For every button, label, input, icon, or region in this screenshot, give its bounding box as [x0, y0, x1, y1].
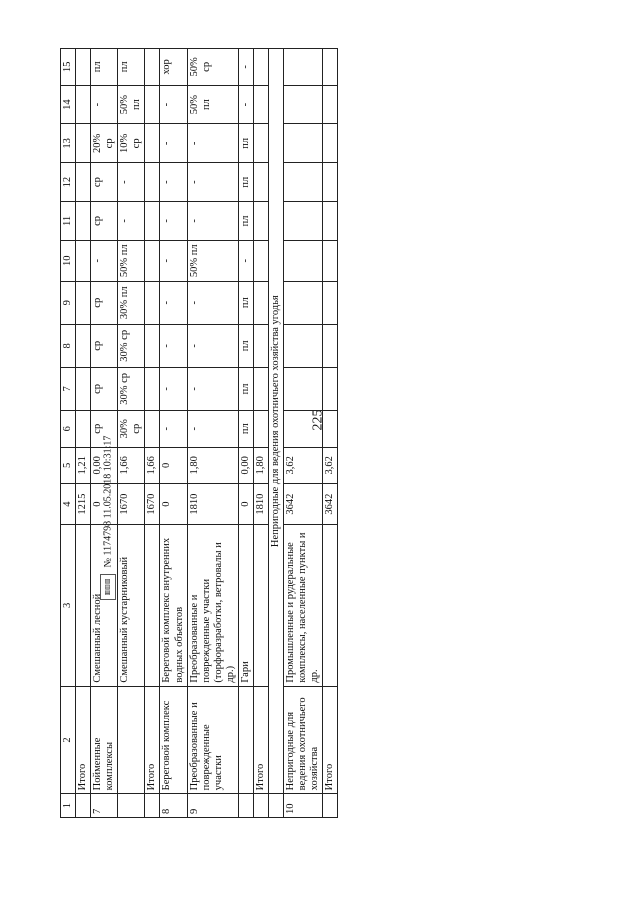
table-cell-c4: 3642 — [323, 484, 338, 525]
table-cell-c4: 1810 — [253, 484, 268, 525]
table-cell-c6 — [323, 410, 338, 447]
table-cell-c11: - — [187, 202, 238, 241]
header-cell-12: 12 — [61, 163, 76, 202]
table-cell-c12: - — [187, 163, 238, 202]
table-cell-c2 — [118, 686, 145, 794]
table-cell-c1: 8 — [160, 794, 187, 818]
table-cell-c2: Непригодные для ведения охотничьего хозяйства — [284, 686, 323, 794]
table-cell-c2: Итого — [323, 686, 338, 794]
table-cell-c1 — [145, 794, 160, 818]
table-cell-c14 — [145, 85, 160, 124]
table-cell-c3 — [76, 525, 91, 687]
rotated-table-container — [60, 48, 530, 818]
table-cell-c1 — [118, 794, 145, 818]
table-cell-c6: - — [187, 410, 238, 447]
table-cell-c12: - — [160, 163, 187, 202]
table-row — [145, 49, 160, 818]
table-cell-c6 — [145, 410, 160, 447]
table-cell-c8: ср — [91, 324, 118, 367]
table-cell-c9 — [76, 281, 91, 324]
header-cell-10: 10 — [61, 240, 76, 281]
table-cell-c9 — [253, 281, 268, 324]
table-cell-c2 — [238, 686, 253, 794]
table-cell-c2: Итого — [253, 686, 268, 794]
table-cell-c5: 1,80 — [187, 447, 238, 484]
table-cell-c8: - — [160, 324, 187, 367]
table-cell-c11: - — [118, 202, 145, 241]
table-cell-c14 — [284, 85, 323, 124]
table-cell-c13 — [284, 124, 323, 163]
table-row — [76, 49, 91, 818]
table-cell-c13: 10% ср — [118, 124, 145, 163]
table-cell-c11: ср — [91, 202, 118, 241]
table-cell-c13 — [323, 124, 338, 163]
table-row — [160, 49, 187, 818]
table-cell-c14: - — [160, 85, 187, 124]
table-cell-c13 — [145, 124, 160, 163]
table-cell-c1: 10 — [284, 794, 323, 818]
table-cell-c12 — [145, 163, 160, 202]
table-cell-c6: 30% ср — [118, 410, 145, 447]
table-cell-c9 — [284, 281, 323, 324]
table-cell-c14: 50% пл — [118, 85, 145, 124]
table-cell-c14: - — [91, 85, 118, 124]
header-cell-11: 11 — [61, 202, 76, 241]
table-cell-c13 — [76, 124, 91, 163]
table-cell-c13: - — [187, 124, 238, 163]
table-cell-c5: 0,00 — [91, 447, 118, 484]
table-cell-c4: 0 — [91, 484, 118, 525]
table-cell-c15: - — [238, 49, 253, 86]
table-cell-c11: пл — [238, 202, 253, 241]
table-cell-c2: Итого — [145, 686, 160, 794]
table-cell-c12: ср — [91, 163, 118, 202]
table-cell-c10: - — [238, 240, 253, 281]
header-cell-2: 2 — [61, 686, 76, 794]
table-row — [253, 49, 268, 818]
table-cell-c13: пл — [238, 124, 253, 163]
table-cell-c4: 1215 — [76, 484, 91, 525]
table-cell-c4: 3642 — [284, 484, 323, 525]
table-cell-c15 — [253, 49, 268, 86]
hunting-grounds-table — [60, 48, 338, 818]
table-cell-c2: Итого — [76, 686, 91, 794]
table-cell-c4: 0 — [238, 484, 253, 525]
table-cell-c13 — [253, 124, 268, 163]
stamp-barcode-icon: ▥▥▥ — [100, 574, 116, 600]
header-cell-6: 6 — [61, 410, 76, 447]
table-cell-c3: Смешанный кустарниковый — [118, 525, 145, 687]
table-cell-c1: 7 — [91, 794, 118, 818]
table-cell-c5: 0,00 — [238, 447, 253, 484]
table-cell-c5: 3,62 — [323, 447, 338, 484]
table-cell-c12 — [323, 163, 338, 202]
table-cell-c1: 9 — [187, 794, 238, 818]
table-cell-c9: пл — [238, 281, 253, 324]
table-cell-c7: пл — [238, 367, 253, 410]
table-cell-c8 — [253, 324, 268, 367]
table-cell-c4: 1810 — [187, 484, 238, 525]
table-cell-c5: 3,62 — [284, 447, 323, 484]
table-cell-c4: 0 — [160, 484, 187, 525]
table-cell-c8 — [145, 324, 160, 367]
table-cell-c15 — [323, 49, 338, 86]
table-cell-c11 — [145, 202, 160, 241]
table-cell-c6 — [253, 410, 268, 447]
header-cell-5: 5 — [61, 447, 76, 484]
table-cell-c15 — [284, 49, 323, 86]
header-cell-8: 8 — [61, 324, 76, 367]
table-cell-c2: Береговой комплекс — [160, 686, 187, 794]
table-cell-c7 — [145, 367, 160, 410]
header-cell-7: 7 — [61, 367, 76, 410]
table-cell-c5: 1,21 — [76, 447, 91, 484]
table-cell-c9: - — [187, 281, 238, 324]
table-cell-c1 — [238, 794, 253, 818]
table-cell-c3 — [323, 525, 338, 687]
table-cell-c3 — [145, 525, 160, 687]
table-row — [323, 49, 338, 818]
table-cell-c9: 30% пл — [118, 281, 145, 324]
section-title: Непригодные для ведения охотничьего хозяйства угодья — [268, 49, 283, 794]
table-cell-c1 — [76, 794, 91, 818]
table-cell-c12: пл — [238, 163, 253, 202]
table-cell-c5: 1,66 — [145, 447, 160, 484]
table-cell-c15: хор — [160, 49, 187, 86]
table-cell-c10: - — [91, 240, 118, 281]
table-cell-c8: - — [187, 324, 238, 367]
table-cell-c15 — [145, 49, 160, 86]
header-cell-14: 14 — [61, 85, 76, 124]
table-cell-c15: пл — [118, 49, 145, 86]
header-cell-4: 4 — [61, 484, 76, 525]
header-cell-13: 13 — [61, 124, 76, 163]
table-cell-c1 — [253, 794, 268, 818]
page-number: 225 — [310, 409, 326, 431]
table-cell-c10 — [145, 240, 160, 281]
table-cell-c6 — [76, 410, 91, 447]
table-cell-c14 — [323, 85, 338, 124]
table-row — [91, 49, 118, 818]
table-cell-c14: - — [238, 85, 253, 124]
table-cell-c8: пл — [238, 324, 253, 367]
table-cell-c3: Преобразованные и поврежденные участки (торфоразработки, ветровалы и др.) — [187, 525, 238, 687]
table-cell-c12: - — [118, 163, 145, 202]
header-cell-1: 1 — [61, 794, 76, 818]
table-cell-c10 — [323, 240, 338, 281]
table-cell-c2: Пойменные комплексы — [91, 686, 118, 794]
header-cell-3: 3 — [61, 525, 76, 687]
table-cell-c5: 1,66 — [118, 447, 145, 484]
table-cell-c8 — [323, 324, 338, 367]
table-cell-c6 — [284, 410, 323, 447]
table-cell-c13: 20% ср — [91, 124, 118, 163]
table-cell-c6: ср — [91, 410, 118, 447]
stamp-text: № 1174798 11.05.2018 10:31:17 — [102, 435, 114, 568]
table-cell-c2: Преобразованные и поврежденные участки — [187, 686, 238, 794]
table-cell-c13: - — [160, 124, 187, 163]
table-cell-c7 — [253, 367, 268, 410]
table-cell-c11 — [253, 202, 268, 241]
table-cell-c12 — [253, 163, 268, 202]
table-cell-c7: 30% ср — [118, 367, 145, 410]
table-cell-c7 — [284, 367, 323, 410]
table-cell-c10 — [76, 240, 91, 281]
table-cell-c14 — [76, 85, 91, 124]
table-cell-c15: пл — [91, 49, 118, 86]
table-cell-c7: - — [160, 367, 187, 410]
table-row — [118, 49, 145, 818]
table-cell-c11: - — [160, 202, 187, 241]
table-cell-c8: 30% ср — [118, 324, 145, 367]
table-cell-c1 — [323, 794, 338, 818]
table-cell-c12 — [284, 163, 323, 202]
table-cell-c10: 50% пл — [187, 240, 238, 281]
table-cell-c5: 0 — [160, 447, 187, 484]
table-cell-c6: - — [160, 410, 187, 447]
header-cell-15: 15 — [61, 49, 76, 86]
table-cell-c3: Береговой комплекс внутренних водных объектов — [160, 525, 187, 687]
table-cell-c8 — [76, 324, 91, 367]
table-cell-c7 — [323, 367, 338, 410]
table-cell-c7: ср — [91, 367, 118, 410]
table-cell-c9: - — [160, 281, 187, 324]
table-cell-c5: 1,80 — [253, 447, 268, 484]
table-cell-c4: 1670 — [145, 484, 160, 525]
section-title-row — [268, 49, 283, 818]
table-cell-c14 — [253, 85, 268, 124]
table-cell-c9 — [323, 281, 338, 324]
table-row — [284, 49, 323, 818]
header-row — [61, 49, 76, 818]
table-cell-c10 — [253, 240, 268, 281]
section-title-spacer — [268, 794, 283, 818]
table-cell-c6: пл — [238, 410, 253, 447]
table-cell-c15 — [76, 49, 91, 86]
table-cell-c10: 50% пл — [118, 240, 145, 281]
table-cell-c15: 50% ср — [187, 49, 238, 86]
table-cell-c11 — [284, 202, 323, 241]
table-cell-c11 — [76, 202, 91, 241]
table-cell-c9: ср — [91, 281, 118, 324]
table-cell-c9 — [145, 281, 160, 324]
table-cell-c8 — [284, 324, 323, 367]
table-cell-c7 — [76, 367, 91, 410]
table-cell-c3: Промышленные и рудеральные комплексы, населенные пункты и др. — [284, 525, 323, 687]
table-cell-c11 — [323, 202, 338, 241]
table-row — [238, 49, 253, 818]
table-cell-c3: Гари — [238, 525, 253, 687]
table-cell-c3: Смешанный лесной — [91, 525, 118, 687]
header-cell-9: 9 — [61, 281, 76, 324]
table-cell-c12 — [76, 163, 91, 202]
table-cell-c4: 1670 — [118, 484, 145, 525]
table-cell-c14: 50% пл — [187, 85, 238, 124]
table-cell-c3 — [253, 525, 268, 687]
table-cell-c7: - — [187, 367, 238, 410]
table-row — [187, 49, 238, 818]
table-cell-c10 — [284, 240, 323, 281]
table-cell-c10: - — [160, 240, 187, 281]
